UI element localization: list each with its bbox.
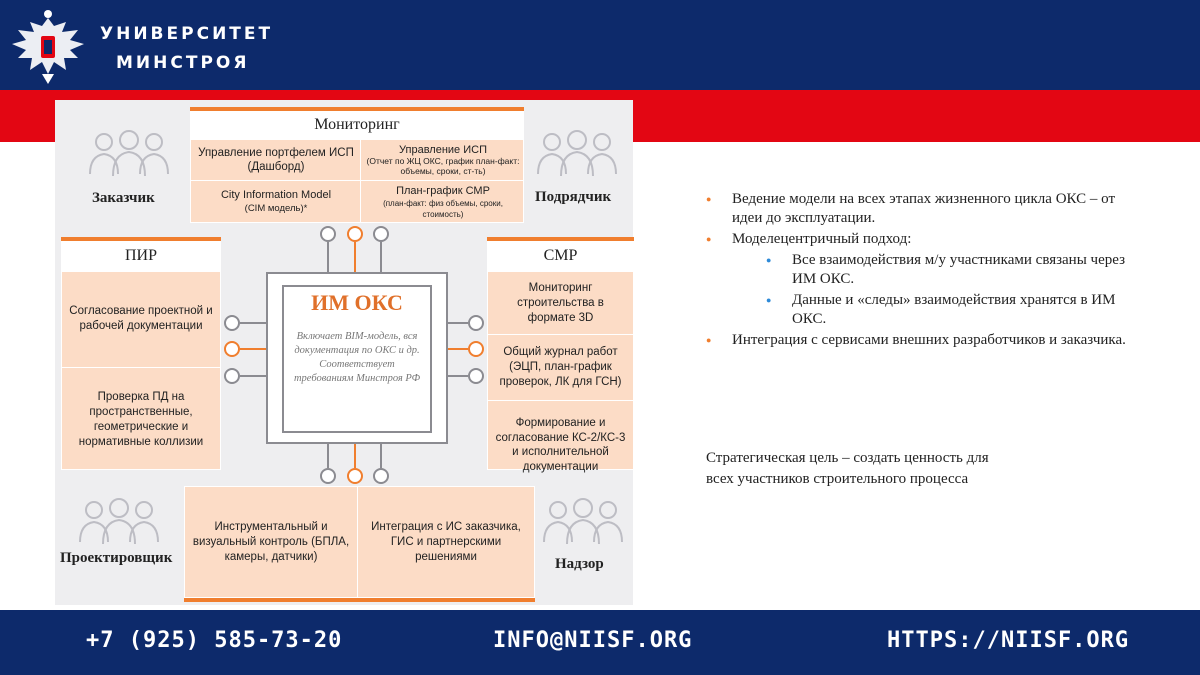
core-description: Включает BIM-модель, вся документация по ОКС и др. Соответствует требованиям Минстроя РФ [293, 331, 421, 384]
role-supervision: Надзор [555, 556, 604, 572]
core-title: ИМ ОКС [311, 290, 403, 315]
brand-name [100, 20, 273, 78]
people-icon [540, 496, 626, 552]
monitoring-divider [360, 139, 361, 223]
people-icon [86, 128, 172, 184]
smr-divider-2 [487, 400, 634, 401]
bullet-item: ● Интеграция с сервисами внешних разработчиков и заказчика. [706, 331, 1126, 350]
smr-cell-monitoring-3d: Мониторинг строительства в формате 3D [517, 281, 604, 324]
bullet-item: ● Моделецентричный подход: ● Все взаимодействия м/у участниками связаны через ИМ ОКС. ● Данные и «следы» взаимодействия хранятся в ИМ ОКС. [706, 230, 1126, 329]
role-customer: Заказчик [92, 190, 155, 206]
bottom-cell-integration: Интеграция с ИС заказчика, ГИС и партнерскими решениями [371, 520, 521, 563]
bottom-accent-line [184, 598, 535, 602]
footer-email[interactable]: INFO@NIISF.ORG [493, 628, 693, 653]
role-contractor: Подрядчик [535, 189, 612, 205]
footer-phone[interactable]: +7 (925) 585-73-20 [86, 628, 343, 653]
monitoring-title: Мониторинг [190, 111, 524, 139]
pir-divider [61, 367, 221, 368]
eagle-emblem-icon [8, 8, 88, 86]
pir-title: ПИР [61, 241, 221, 271]
smr-divider-1 [487, 334, 634, 335]
footer-bar [0, 610, 1200, 675]
sub-bullet-item: ● Все взаимодействия м/у участниками связаны через ИМ ОКС. [766, 251, 1126, 289]
monitoring-cell-isp: Управление ИСП (Отчет по ЖЦ ОКС, график план-факт: объемы, сроки, ст-ть) [366, 144, 520, 176]
brand-line-1: УНИВЕРСИТЕТ [100, 24, 274, 44]
footer-website[interactable]: HTTPS://NIISF.ORG [887, 628, 1130, 653]
bullet-item: ● Ведение модели на всех этапах жизненного цикла ОКС – от идеи до эксплуатации. [706, 190, 1126, 228]
sub-bullet-list [766, 251, 1126, 329]
monitoring-cell-smr-plan: План-график СМР (план-факт: физ объемы, сроки, стоимость) [383, 185, 503, 219]
people-icon [534, 128, 620, 184]
bullet-list [706, 190, 1126, 352]
brand-line-2: МИНСТРОЯ [116, 53, 250, 73]
monitoring-cell-portfolio: Управление портфелем ИСП (Дашборд) [198, 147, 354, 173]
pir-cell-approval: Согласование проектной и рабочей документации [69, 305, 213, 332]
pir-cell-collisions: Проверка ПД на пространственные, геометрические и нормативные коллизии [78, 391, 204, 448]
bottom-divider [357, 486, 358, 598]
strategic-goal: Стратегическая цель – создать ценность для всех участников строительного процесса [706, 450, 989, 487]
monitoring-cell-cim: City Information Model (CIM модель)* [220, 189, 332, 214]
role-designer: Проектировщик [60, 550, 173, 566]
sub-bullet-item: ● Данные и «следы» взаимодействия хранятся в ИМ ОКС. [766, 291, 1126, 329]
bottom-cell-control: Инструментальный и визуальный контроль (БПЛА, камеры, датчики) [192, 520, 350, 563]
smr-title: СМР [487, 241, 634, 271]
smr-cell-journal: Общий журнал работ (ЭЦП, план-график проверок, ЛК для ГСН) [499, 345, 622, 388]
people-icon [76, 496, 162, 552]
monitoring-divider-h [190, 180, 524, 181]
smr-cell-ks: Формирование и согласование КС-2/КС-3 и исполнительной документации [495, 417, 626, 473]
